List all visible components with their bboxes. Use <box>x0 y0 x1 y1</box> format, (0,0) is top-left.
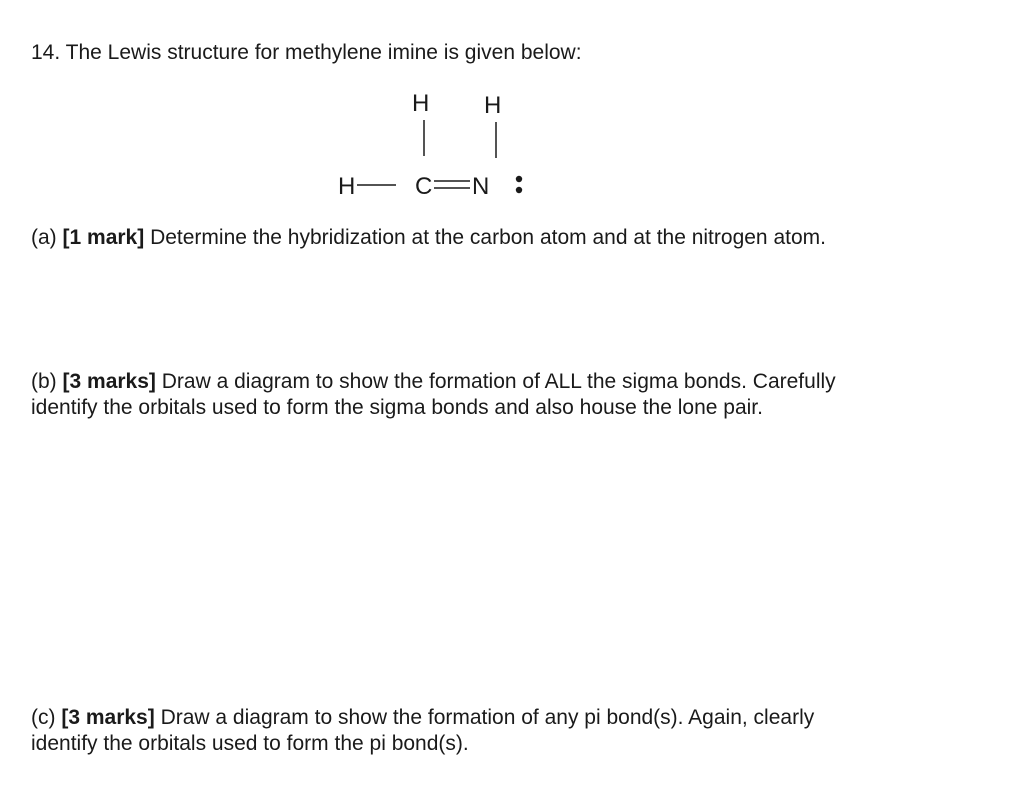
part-b-marks: [3 marks] <box>62 370 156 393</box>
atom-h-top-left: H <box>412 90 430 117</box>
atom-h-left: H <box>338 173 356 200</box>
part-a-text: Determine the hybridization at the carbon atom and at the nitrogen atom. <box>150 226 826 249</box>
part-b-text-2: identify the orbitals used to form the sigma bonds and also house the lone pair. <box>31 396 763 419</box>
part-c-text-2: identify the orbitals used to form the pi bond(s). <box>31 732 469 755</box>
part-a-marks: [1 mark] <box>62 226 145 249</box>
part-a-line-1 <box>31 225 991 251</box>
part-b-line-1 <box>31 369 991 395</box>
atom-nitrogen: N <box>472 173 490 200</box>
part-a <box>31 225 991 251</box>
lone-pair-dot-bottom <box>516 187 522 193</box>
lewis-structure-svg <box>320 78 560 208</box>
part-a-label: (a) <box>31 226 57 249</box>
atom-carbon: C <box>415 173 433 200</box>
lewis-structure-diagram <box>320 78 560 208</box>
part-b <box>31 369 991 421</box>
part-c <box>31 705 991 757</box>
part-c-text-1: Draw a diagram to show the formation of any pi bond(s). Again, clearly <box>160 706 815 729</box>
atom-h-top-right: H <box>484 92 502 119</box>
part-c-line-1 <box>31 705 991 731</box>
part-c-marks: [3 marks] <box>61 706 155 729</box>
part-b-label: (b) <box>31 370 57 393</box>
lone-pair-dot-top <box>516 176 522 182</box>
part-c-label: (c) <box>31 706 56 729</box>
part-b-text-1: Draw a diagram to show the formation of ALL the sigma bonds. Carefully <box>161 370 836 393</box>
question-title: 14. The Lewis structure for methylene imine is given below: <box>31 41 582 64</box>
